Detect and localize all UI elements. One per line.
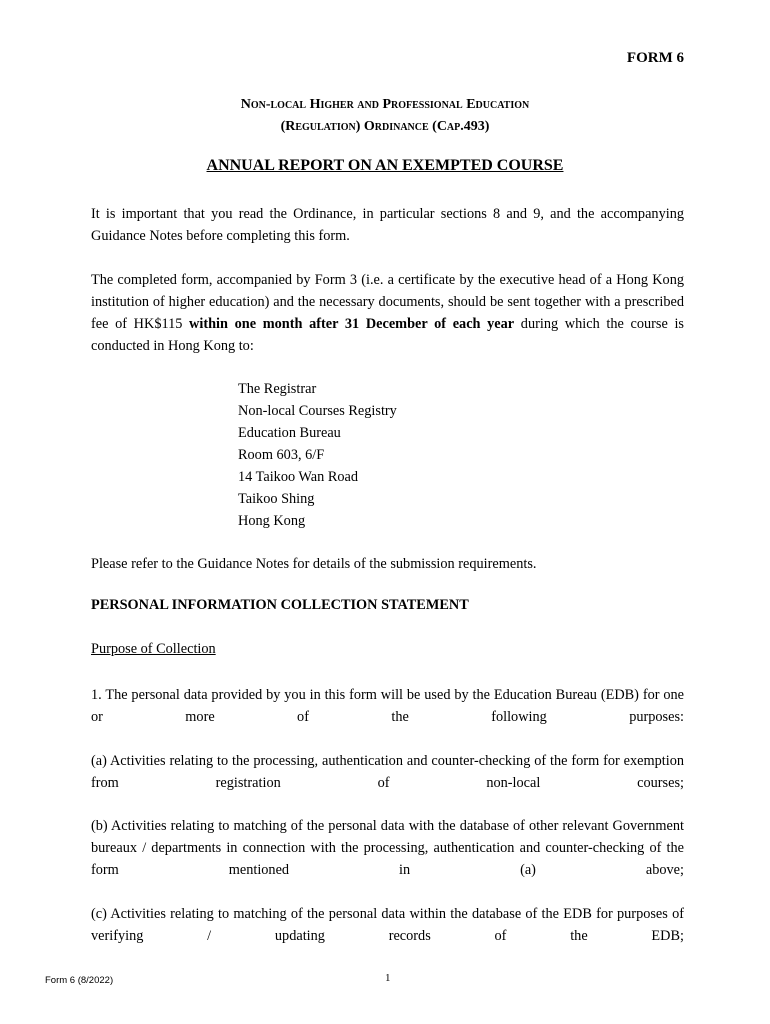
intro-paragraph-2-start: The completed form, accompanied by Form 3 (i.e. a certificate by the executive head of a Hong Kong institution of higher education) and the necessary documents, should be sent together with a prescribed fee of HK$115 — [91, 272, 684, 332]
address-line: Education Bureau — [238, 425, 341, 441]
address-line: Taikoo Shing — [238, 491, 315, 507]
address-line: The Registrar — [238, 381, 317, 397]
purpose-item-1: 1. The personal data provided by you in this form will be used by the Education Bureau (EDB) for one or more of the following purposes: — [91, 687, 684, 725]
address-line: 14 Taikoo Wan Road — [238, 469, 359, 485]
purpose-item-c: (c) Activities relating to matching of the personal data within the database of the EDB for purposes of verifying / updating records of the EDB; — [91, 906, 684, 944]
ordinance-title-line-1: Non-local Higher and Professional Education — [240, 97, 530, 112]
ordinance-title — [0, 94, 770, 138]
pics-heading: PERSONAL INFORMATION COLLECTION STATEMENT — [91, 597, 469, 613]
address-line: Non-local Courses Registry — [238, 403, 397, 419]
intro-paragraph-1: It is important that you read the Ordinance, in particular sections 8 and 9, and the accompanying Guidance Notes before completing this form. — [91, 206, 684, 244]
address-line: Hong Kong — [238, 513, 306, 529]
intro-paragraph-2-end: during which the course is conducted in Hong Kong to: — [91, 316, 684, 354]
purpose-item-a: (a) Activities relating to the processing, authentication and counter-checking of the form for exemption from registration of non-local courses; — [91, 753, 684, 791]
form-version: Form 6 (8/2022) — [45, 975, 114, 986]
report-title: ANNUAL REPORT ON AN EXEMPTED COURSE — [206, 157, 564, 174]
address-line: Room 603, 6/F — [238, 447, 325, 463]
form-number: FORM 6 — [626, 50, 684, 66]
purpose-subheading: Purpose of Collection — [91, 641, 216, 657]
guidance-note: Please refer to the Guidance Notes for details of the submission requirements. — [91, 556, 537, 572]
page-number: 1 — [385, 972, 391, 984]
submission-deadline: within one month after 31 December of each year — [189, 316, 515, 332]
purpose-item-b: (b) Activities relating to matching of the personal data with the database of other relevant Government bureaux / departments in connection with the processing, authentication and counter-checking of the form mentioned in (a) above; — [91, 818, 684, 878]
mailing-address — [238, 378, 397, 532]
ordinance-title-line-2: (Regulation) Ordinance (Cap.493) — [280, 119, 490, 134]
intro-paragraph-2 — [91, 269, 684, 357]
